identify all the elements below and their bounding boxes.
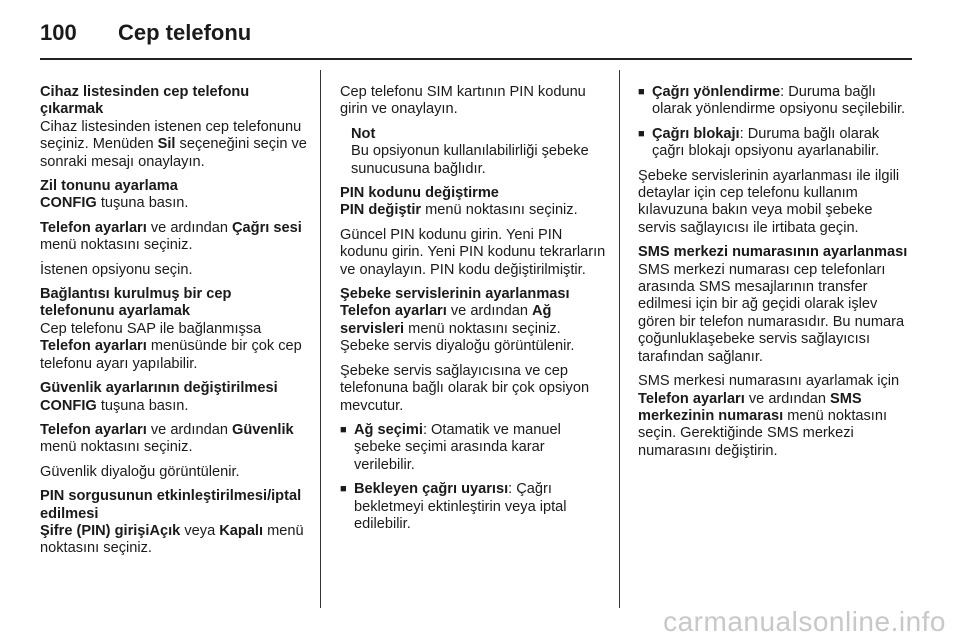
paragraph: CONFIG tuşuna basın. <box>40 195 189 212</box>
page-number: 100 <box>40 20 77 45</box>
section-heading: SMS merkezi numarasının ayarlanması <box>638 244 908 261</box>
note-title: Not <box>351 125 376 142</box>
note-box <box>340 126 608 178</box>
list-item: ■ Çağrı yönlendirme: Duruma bağlı olarak yönlendirme opsiyonu seçilebilir. <box>638 84 912 119</box>
header-rule <box>40 58 912 60</box>
column-divider-2 <box>619 70 620 608</box>
paragraph: Cep telefonu SAP ile bağlanmışsa Telefon ayarları menüsünde bir çok cep telefonu ayarı yapılabilir. <box>40 320 302 372</box>
paragraph: Cep telefonu SIM kartının PIN kodunu girin ve onaylayın. <box>340 84 586 118</box>
paragraph: İstenen opsiyonu seçin. <box>40 261 193 278</box>
list-item: ■ Ağ seçimi: Otamatik ve manuel şebeke seçimi arasında karar verilebilir. <box>340 422 608 474</box>
bullet-list <box>340 422 608 533</box>
paragraph: Güncel PIN kodunu girin. Yeni PIN kodunu girin. Yeni PIN kodunu tekrarların ve onaylayın. PIN kodu değiştirilmiştir. <box>340 226 606 278</box>
paragraph: Şebeke servislerinin ayarlanması ile ilgili detaylar için cep telefonu kullanım kılavuzuna bakın veya mobil şebeke servis sağlayıcısı ile irtibata geçin. <box>638 167 900 236</box>
paragraph: Cihaz listesinden istenen cep telefonunu seçiniz. Menüden Sil seçeneğini seçin ve sonraki mesajı onaylayın. <box>40 118 307 170</box>
page-title: Cep telefonu <box>118 20 252 45</box>
paragraph: Telefon ayarları ve ardından Çağrı sesi menü noktasını seçiniz. <box>40 219 302 254</box>
note-text: Bu opsiyonun kullanılabilirliği şebeke sunucusuna bağlıdır. <box>351 143 589 177</box>
section-heading: Cihaz listesinden cep telefonu çıkarmak <box>40 84 250 118</box>
column-3 <box>638 84 912 467</box>
column-divider-1 <box>320 70 321 608</box>
watermark: carmanualsonline.info <box>663 606 946 637</box>
paragraph: Telefon ayarları ve ardından Ağ servisleri menü noktasını seçiniz. Şebeke servis diyaloğu görüntülenir. <box>340 303 575 355</box>
paragraph: Güvenlik diyaloğu görüntülenir. <box>40 463 240 480</box>
section-heading: PIN sorgusunun etkinleştirilmesi/iptal edilmesi <box>40 488 302 522</box>
paragraph: Telefon ayarları ve ardından Güvenlik menü noktasını seçiniz. <box>40 421 294 456</box>
column-2 <box>340 84 608 540</box>
bullet-list <box>638 84 912 161</box>
list-item: ■ Bekleyen çağrı uyarısı: Çağrı bekletmeyi ektinleştirin veya iptal edilebilir. <box>340 481 608 533</box>
paragraph: Şebeke servis sağlayıcısına ve cep telefonuna bağlı olarak bir çok opsiyon mevcutur. <box>340 362 590 414</box>
paragraph: Şifre (PIN) girişiAçık veya Kapalı menü noktasını seçiniz. <box>40 522 304 557</box>
section-heading: Zil tonunu ayarlama <box>40 178 178 195</box>
paragraph: SMS merkezi numarası cep telefonları arasında SMS mesajlarının transfer edilmesi için bir ağ geçidi olarak işlev gören bir telefon numarasıdır. Bu numara çoğunluklaşebeke servis sağlayıcısı tarafından sağlanır. <box>638 261 905 365</box>
column-1 <box>40 84 308 565</box>
paragraph: SMS merkesi numarasını ayarlamak için Telefon ayarları ve ardından SMS merkezinin numarası menü noktasını seçin. Gerektiğinde SMS merkezi numarasını değiştirin. <box>638 373 900 459</box>
list-item: ■ Çağrı blokajı: Duruma bağlı olarak çağrı blokajı opsiyonu ayarlanabilir. <box>638 126 912 161</box>
section-heading: Güvenlik ayarlarının değiştirilmesi <box>40 380 278 397</box>
section-heading: PIN kodunu değiştirme <box>340 185 499 202</box>
section-heading: Bağlantısı kurulmuş bir cep telefonunu ayarlamak <box>40 286 232 320</box>
paragraph: PIN değiştir menü noktasını seçiniz. <box>340 202 578 219</box>
paragraph: CONFIG tuşuna basın. <box>40 397 189 414</box>
section-heading: Şebeke servislerinin ayarlanması <box>340 286 570 303</box>
